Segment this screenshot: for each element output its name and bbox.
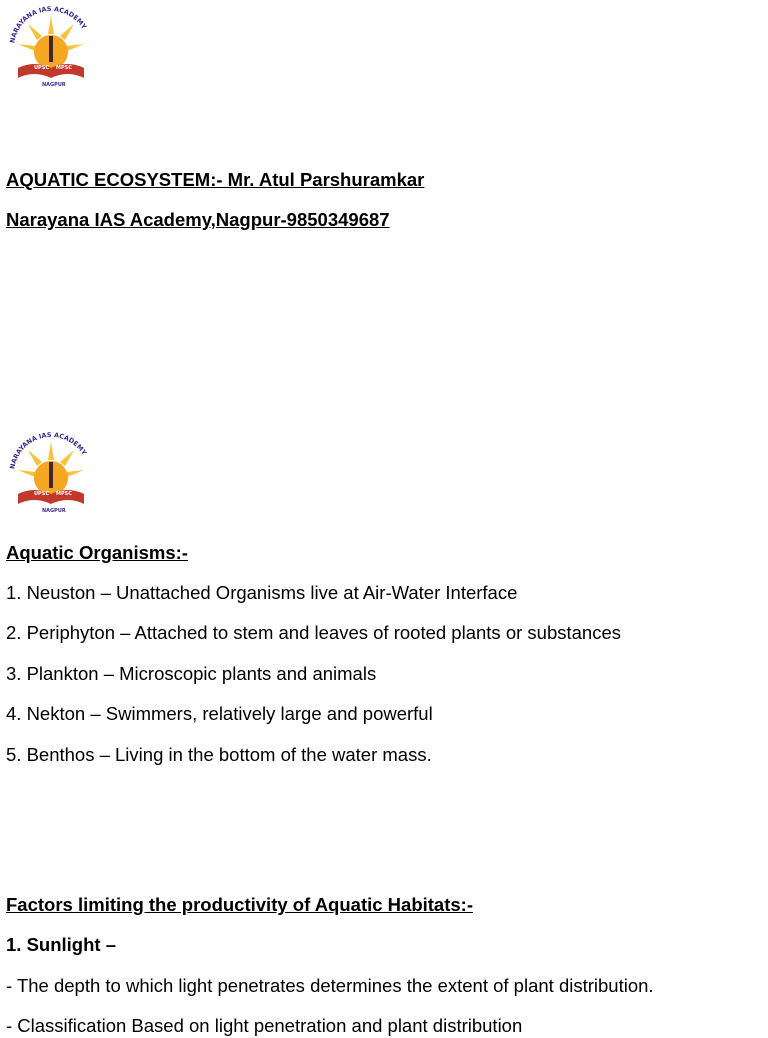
svg-text:NAGPUR: NAGPUR: [42, 508, 66, 514]
factors-heading: Factors limiting the productivity of Aquatic Habitats:-: [6, 894, 473, 915]
organism-item: 4. Nekton – Swimmers, relatively large and powerful: [6, 703, 433, 724]
svg-text:UPSC: UPSC: [34, 491, 49, 497]
academy-logo: [6, 432, 96, 516]
svg-text:MPSC: MPSC: [56, 491, 72, 497]
organism-item: 5. Benthos – Living in the bottom of the water mass.: [6, 744, 432, 765]
sunlight-text-line: - Classification Based on light penetration and plant distribution: [6, 1015, 523, 1036]
organism-item: 1. Neuston – Unattached Organisms live at Air-Water Interface: [6, 582, 518, 603]
organism-item: 3. Plankton – Microscopic plants and animals: [6, 663, 377, 684]
svg-text:NARAYANA IAS ACADEMY: NARAYANA IAS ACADEMY: [8, 6, 89, 44]
svg-text:UPSC: UPSC: [34, 65, 49, 71]
organisms-heading: Aquatic Organisms:-: [6, 542, 188, 563]
svg-text:NARAYANA IAS ACADEMY: NARAYANA IAS ACADEMY: [8, 432, 89, 470]
svg-text:NAGPUR: NAGPUR: [42, 82, 66, 88]
sunlight-subheading: 1. Sunlight –: [6, 934, 116, 955]
document-title: AQUATIC ECOSYSTEM:- Mr. Atul Parshuramkar: [6, 169, 425, 190]
svg-text:MPSC: MPSC: [56, 65, 72, 71]
academy-contact: Narayana IAS Academy,Nagpur-9850349687: [6, 209, 390, 230]
academy-logo: [6, 6, 96, 90]
sunlight-text-line: - The depth to which light penetrates determines the extent of plant distribution.: [6, 975, 654, 996]
organism-item: 2. Periphyton – Attached to stem and leaves of rooted plants or substances: [6, 622, 621, 643]
